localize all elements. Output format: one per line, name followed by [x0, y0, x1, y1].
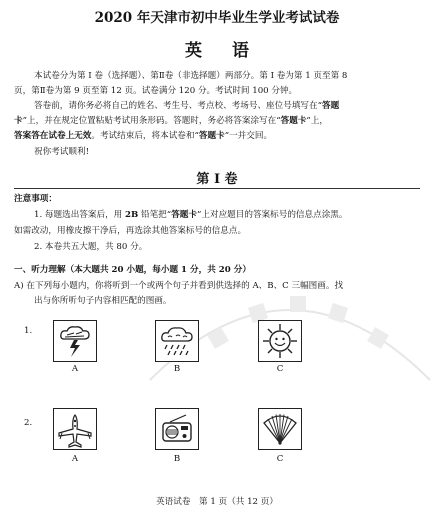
instruction-text: 。考试结束后，将本试卷和“	[91, 131, 199, 141]
instruction-line-3	[34, 101, 339, 112]
question-1-number: 1.	[24, 326, 33, 336]
note-2: 2. 本卷共五大题，共 80 分。	[34, 242, 148, 252]
option-2a-picture[interactable]	[53, 408, 97, 450]
page-footer: 英语试卷 第 1 页（共 12 页）	[156, 497, 278, 507]
instruction-line-5	[14, 131, 272, 142]
answer-card-term: 答题卡	[171, 210, 197, 220]
rain-cloud-icon	[156, 321, 198, 361]
note-1	[34, 210, 347, 221]
notes-heading: 注意事项：	[14, 194, 57, 204]
subject-title: 英 语	[185, 41, 261, 61]
option-1a-picture[interactable]	[53, 320, 97, 362]
good-luck-text: 祝你考试顺利!	[34, 147, 90, 157]
answer-card-term: 卡	[14, 116, 23, 126]
sun-icon	[259, 321, 301, 361]
note-text: ”上对应题目的答案标号的信息点涂黑。	[196, 210, 348, 220]
part-a-instruction-2: 出与你所听句子内容相匹配的图画。	[34, 296, 172, 306]
part-one-title: 第 Ⅰ 卷	[196, 172, 238, 187]
instruction-line-4	[14, 116, 328, 127]
radio-icon	[156, 409, 198, 449]
answer-card-term: 答题	[322, 101, 340, 111]
airplane-icon	[54, 409, 96, 449]
instruction-text: 答卷前，请你务必将自己的姓名、考生号、考点校、考场号、座位号填写在“	[34, 101, 322, 111]
note-1-continued: 如需改动，用橡皮擦干净后，再选涂其他答案标号的信息点。	[14, 226, 247, 236]
exam-title: 2020 年天津市初中毕业生学业考试试卷	[94, 10, 340, 26]
option-2a-label: A	[71, 454, 79, 464]
part-a-instruction-1: A) 在下列每小题内，你将听到一个或两个句子并看到供选择的 A、B、C 三幅图画。找	[14, 281, 344, 291]
folding-fan-icon	[259, 409, 301, 449]
option-1b-label: B	[173, 364, 181, 374]
answer-card-term: 答题卡	[280, 116, 307, 126]
option-2c-label: C	[276, 454, 284, 464]
instruction-text: ”上，	[306, 116, 329, 126]
question-2-number: 2.	[24, 418, 33, 428]
thunderstorm-icon	[54, 321, 96, 361]
option-2b-label: B	[173, 454, 181, 464]
option-1c-label: C	[276, 364, 284, 374]
note-text: 铅笔把“	[138, 210, 172, 220]
note-text: 1. 每题选出答案后，用	[34, 210, 126, 220]
invalid-answer-warning: 答案答在试卷上无效	[14, 131, 92, 141]
option-1c-picture[interactable]	[258, 320, 302, 362]
option-2b-picture[interactable]	[155, 408, 199, 450]
divider	[14, 188, 420, 189]
section-one-heading: 一、听力理解（本大题共 20 小题，每小题 1 分，共 20 分）	[14, 265, 251, 275]
instruction-text: ”一并交回。	[224, 131, 273, 141]
instruction-line-2: 页，第Ⅱ卷为第 9 页至第 12 页。试卷满分 120 分。考试时间 100 分钟。	[14, 86, 298, 96]
option-2c-picture[interactable]	[258, 408, 302, 450]
option-1a-label: A	[71, 364, 79, 374]
option-1b-picture[interactable]	[155, 320, 199, 362]
answer-card-term: 答题卡	[198, 131, 225, 141]
instruction-text: ”上，并在规定位置粘贴考试用条形码。答题时，务必将答案涂写在“	[22, 116, 281, 126]
pencil-grade: 2B	[125, 210, 139, 220]
instruction-line-1: 本试卷分为第 Ⅰ 卷（选择题）、第Ⅱ卷（非选择题）两部分。第 Ⅰ 卷为第 1 页至第 8	[34, 71, 348, 81]
